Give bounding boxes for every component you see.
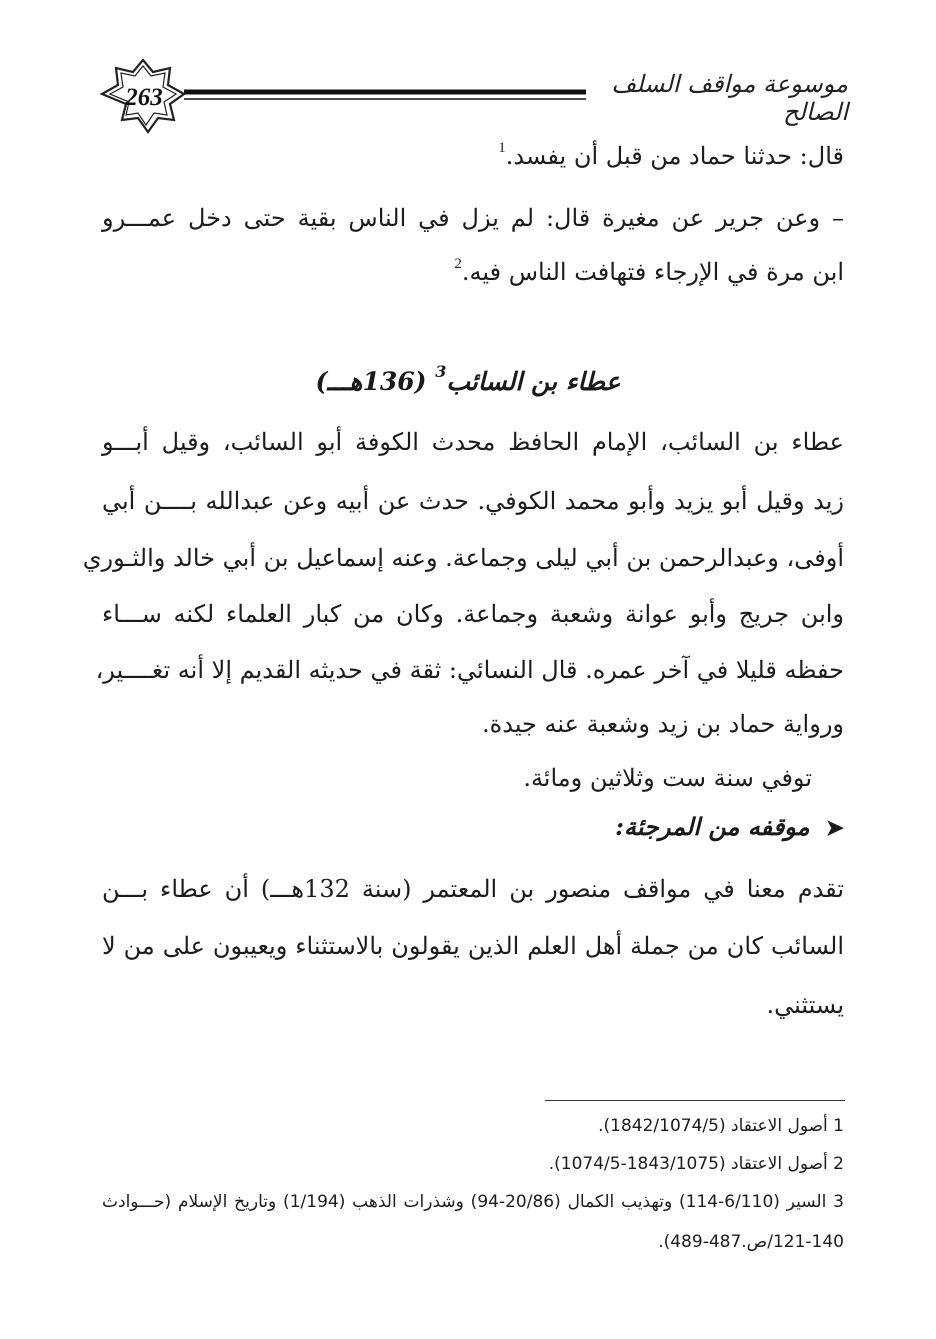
footnote-ref: 3	[435, 362, 447, 381]
footnote: 1 أصول الاعتقاد (1842/1074/5).	[598, 1116, 844, 1136]
page-header	[98, 58, 848, 148]
text-line: ابن مرة في الإرجاء فتهافت الناس فيه.$^2$	[454, 256, 844, 286]
paragraph-line: وابن جريج وأبو عوانة وشعبة وجماعة. وكان من كبار العلماء لكنه ســـاء	[102, 600, 844, 628]
footnote: 2 أصول الاعتقاد (1843/1075-1074/5).	[548, 1154, 844, 1174]
subheading: ➤موقفه من المرجئة:	[615, 812, 844, 841]
footnote: 3 السير (6/110-114) وتهذيب الكمال (20/86-94) وشذرات الذهب (1/194) وتاريخ الإسلام (حـــوادث	[102, 1192, 844, 1212]
page-number: 263	[125, 84, 163, 111]
text-line: قال: حدثنا حماد من قبل أن يفسد.$^1$	[498, 140, 844, 170]
section-heading: عطاء بن السائب$^3$ (136هـــ)	[315, 362, 621, 396]
footnote-ref: 2	[454, 256, 462, 272]
series-title: موسوعة مواقف السلف الصالح	[611, 70, 848, 126]
paragraph-line: يستثني.	[766, 991, 844, 1019]
paragraph-line: ورواية حماد بن زيد وشعبة عنه جيدة.	[482, 710, 844, 738]
paragraph-line: عطاء بن السائب، الإمام الحافظ محدث الكوفة أبو السائب، وقيل أبـــو	[102, 428, 845, 456]
footnote-separator	[545, 1100, 845, 1101]
paragraph-line: حفظه قليلا في آخر عمره. قال النسائي: ثقة في حديثه القديم إلا أنه تغــــير،	[95, 656, 844, 684]
footnote: 121-140/ص.487-489).	[658, 1232, 844, 1252]
death-line: توفي سنة ست وثلاثين ومائة.	[523, 764, 812, 792]
text-line: – وعن جرير عن مغيرة قال: لم يزل في الناس بقية حتى دخل عمـــرو	[102, 204, 845, 232]
arrow-bullet-icon: ➤	[825, 815, 844, 841]
paragraph-line: تقدم معنا في مواقف منصور بن المعتمر (سنة 132هـــ) أن عطاء بـــن	[102, 875, 845, 903]
paragraph-line: زيد وقيل أبو يزيد وأبو محمد الكوفي. حدث عن أبيه وعن عبدالله بــــن أبي	[102, 487, 844, 515]
footnote-ref: 1	[498, 140, 506, 156]
paragraph-line: أوفى، وعبدالرحمن بن أبي ليلى وجماعة. وعنه إسماعيل بن أبي خالد والثـوري	[82, 544, 844, 572]
paragraph-line: السائب كان من جملة أهل العلم الذين يقولون بالاستثناء ويعيبون على من لا	[102, 932, 844, 960]
